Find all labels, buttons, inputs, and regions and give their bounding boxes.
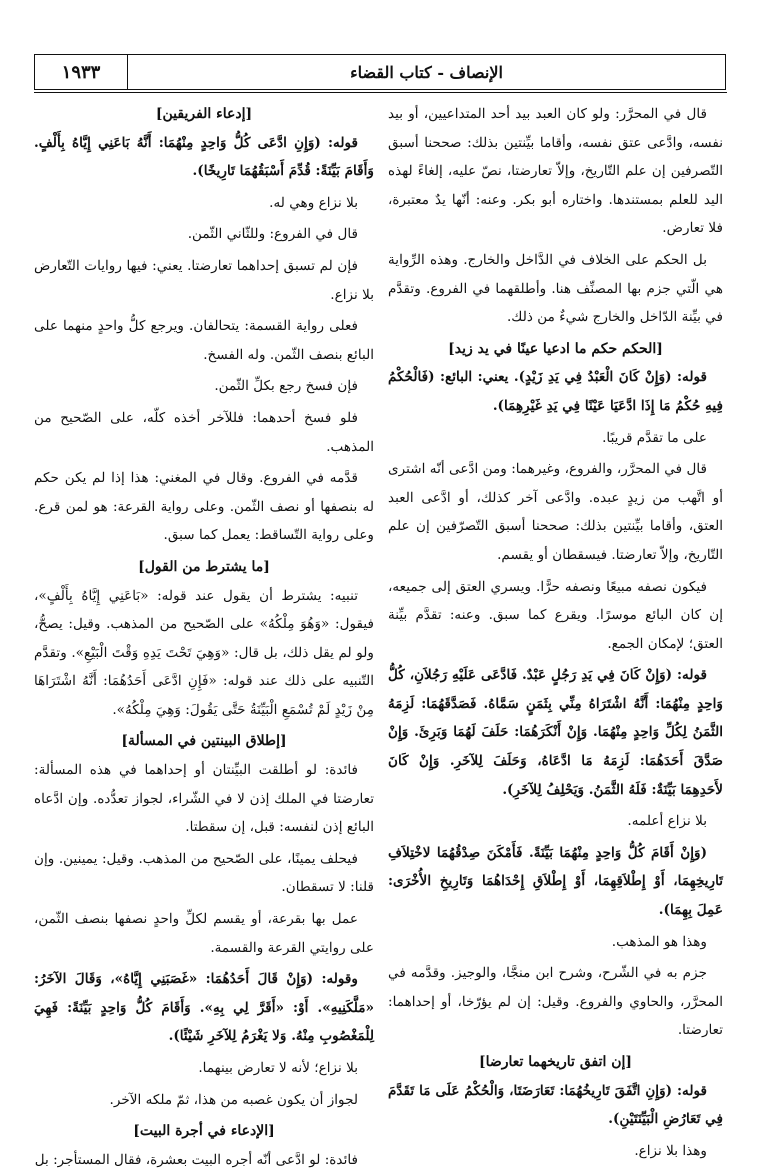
commentary-paragraph: لجواز أن يكون غصبه من هذا، ثمّ ملكه الآخر. [109, 1091, 358, 1108]
commentary-paragraph: جزم به في الشّرح، وشرح ابن منجَّا، والوجيز. وقدَّمه في المحرَّر، والحاوي والفروع. وقيل: إن لم يؤرّخا، أو إحداهما: تعارضتا. [388, 965, 723, 1039]
commentary-paragraph: فإن فسخ رجع بكلِّ الثّمن. [214, 378, 358, 395]
quoted-matn-paragraph: وقوله: (وَإِنْ قَالَ أَحَدُهُمَا: «غَصَبَنِي إِيَّاهُ»، وَقَالَ الآخَرُ: «مَلَّكَنِيهِ». أَوْ: «أَقَرَّ لِي بِهِ». وَأَقَامَ كُلُّ وَاحِدٍ بَيِّنَةً: فَهِيَ لِلْمَغْصُوبِ مِنْهُ. وَلا يَغْرَمُ لِلآخَرِ شَيْئًا). [34, 971, 374, 1045]
commentary-paragraph: بلا نزاع وهي له. [269, 194, 358, 211]
commentary-paragraph: وهذا هو المذهب. [611, 933, 707, 950]
quoted-matn-paragraph: قوله: (وَإِنْ كَانَ الْعَبْدُ فِي يَدِ زَيْدٍ). يعني: البائع: (فَالْحُكْمُ فِيهِ حُكْمُ مَا إِذَا ادَّعَيَا عَيْنًا فِي يَدِ غَيْرِهِمَا). [388, 369, 723, 414]
commentary-paragraph: تنبيه: يشترط أن يقول عند قوله: «بَاعَنِي إِيَّاهُ بِأَلْفٍ»، فيقول: «وَهُوَ مِلْكُهُ» على الصّحيح من المذهب. وقيل: يصحُّ، ولو لم يقل ذلك، بل قال: «وَهِيَ تَحْتَ يَدِهِ وَقْتَ الْبَيْعِ». وتقدَّم التّنبيه على ذلك عند قوله: «فَإِنِ ادَّعَى أَحَدُهُمَا: أَنَّهُ اشْتَرَاهَا مِنْ زَيْدٍ لَمْ تُسْمَعِ الْبَيِّنَةُ حَتَّى يَقُولَ: وَهِيَ مِلْكُهُ». [34, 587, 374, 718]
section-heading: [إطلاق البينتين في المسألة] [121, 733, 287, 750]
commentary-paragraph: فإن لم تسبق إحداهما تعارضتا. يعني: فيها روايات التّعارض بلا نزاع. [34, 257, 374, 303]
quoted-matn-paragraph: قوله: (وَإِنِ ادَّعَى كُلُّ وَاحِدٍ مِنْهُمَا: أَنَّهُ بَاعَنِي إِيَّاهُ بِأَلْفٍ. وَأَقَامَ بَيِّنَةً: قُدِّمَ أَسْبَقُهُمَا تَارِيخًا). [34, 134, 374, 180]
commentary-paragraph: قدَّمه في الفروع. وقال في المغني: هذا إذا لم يكن حكم له بنصفها أو نصف الثّمن. وعلى رواية القرعة: هو لمن قرع. وعلى رواية التّساقط: يعمل كما سبق. [34, 470, 374, 544]
commentary-paragraph: بل الحكم على الخلاف في الدَّاخل والخارج. وهذه الرِّواية هي الّتي جزم بها المصنِّف هنا. وأطلقهما في الفروع. وتقدَّم في بيِّنة الدّاخل والخارج شيءٌ من ذلك. [388, 251, 723, 326]
commentary-paragraph: قال في المحرَّر: ولو كان العبد بيد أحد المتداعيين، أو بيد نفسه، وادَّعى عتق نفسه، وأقاما بيِّنتين بذلك: صححنا أسبق التّصرفين إن علم التّاريخ، وإلاّ تعارضتا، نصّ عليه، إلغاءً لهذه اليد للعلم بمستندها. واختاره أبو بكر. وعنه: أنّها يدٌ معتبرة، فلا تعارض. [388, 106, 723, 237]
commentary-paragraph: وهذا بلا نزاع. [634, 1142, 707, 1159]
section-heading: [إدعاء الفريقين] [155, 106, 253, 122]
commentary-paragraph: بلا نزاع؛ لأنه لا تعارض بينهما. [198, 1060, 358, 1076]
running-header-title: الإنصاف - كتاب القضاء [350, 62, 503, 82]
commentary-paragraph: فائدة: لو ادَّعى أنّه أجره البيت بعشرة، فقال المستأجر: بل [34, 1151, 358, 1168]
header-rule [34, 92, 727, 93]
commentary-paragraph: فيحلف يمينًا، على الصّحيح من المذهب. وقيل: يمينين. وإن قلنا: لا تسقطان. [34, 850, 374, 896]
quoted-matn-paragraph: (وَإِنْ أَقَامَ كُلُّ وَاحِدٍ مِنْهُمَا بَيِّنَةً. فَأَمْكَنَ صِدْقُهُمَا لاخْتِلاَفِ تَارِيخِهِمَا، أَوْ إِطْلاَقِهِمَا، أَوْ إِطْلاَقِ إِحْدَاهُمَا وَتَارِيخِ الأُخْرَى: عَمِلَ بِهِمَا). [388, 844, 723, 919]
commentary-paragraph: فيكون نصفه مبيعًا ونصفه حرًّا. ويسري العتق إلى جميعه، إن كان البائع موسرًا. ويقرع كما سبق. وعنه: تقدَّم بيِّنة العتق؛ لإمكان الجمع. [388, 578, 723, 652]
section-heading: [الحكم حكم ما ادعيا عينًا في يد زيد] [448, 340, 663, 357]
commentary-paragraph: فلو فسخ أحدهما: فللآخر أخذه كلّه، على الصّحيح من المذهب. [34, 409, 374, 455]
section-heading: [الإدعاء في أجرة البيت] [133, 1123, 275, 1140]
commentary-paragraph: قال في الفروع: وللثّاني الثّمن. [187, 226, 358, 243]
page-number: ١٩٣٣ [35, 55, 128, 89]
section-heading: [إن اتفق تاريخهما تعارضا] [478, 1054, 633, 1070]
commentary-paragraph: فعلى رواية القسمة: يتحالفان. ويرجع كلُّ واحدٍ منهما على البائع بنصف الثّمن. وله الفسخ. [34, 318, 374, 363]
running-header [34, 54, 726, 90]
commentary-paragraph: عمل بها بقرعة، أو يقسم لكلِّ واحدٍ نصفها بنصف الثّمن، على روايتي القرعة والقسمة. [34, 911, 374, 956]
right-column [388, 100, 723, 1159]
commentary-paragraph: فائدة: لو أطلقت البيِّنتان أو إحداهما في هذه المسألة: تعارضتا في الملك إذن لا في الشّراء، لجواز تعدُّده. وإن ادَّعاه البائع إذن لنفسه: قبل، إن سقطتا. [34, 762, 374, 836]
commentary-paragraph: قال في المحرَّر، والفروع، وغيرهما: ومن ادَّعى أنّه اشترى أو اتَّهب من زيدٍ عبده. وادَّعى آخر كذلك، أو ادَّعى العبد العتق، وأقاما بيِّنتين بذلك: صححنا أسبق التّصرّفين إن علم التّاريخ، وإلاّ تعارضتا. فيسقطان أو يقسم. [388, 461, 723, 563]
left-column [34, 100, 374, 1168]
commentary-paragraph: بلا نزاع أعلمه. [627, 813, 707, 830]
commentary-paragraph: على ما تقدَّم قريبًا. [602, 429, 707, 446]
section-heading: [ما يشترط من القول] [138, 558, 270, 575]
quoted-matn-paragraph: قوله: (وَإِنِ اتَّفَقَ تَارِيخُهُمَا: تَعَارَضَتَا، وَالْحُكْمُ عَلَى مَا تَقَدَّمَ فِي تَعَارُضِ الْبَيِّنَتَيْنِ). [388, 1082, 723, 1128]
quoted-matn-paragraph: قوله: (وَإِنْ كَانَ فِي يَدِ رَجُلٍ عَبْدٌ. فَادَّعَى عَلَيْهِ رَجُلاَنِ، كُلُّ وَاحِدٍ مِنْهُمَا: أَنَّهُ اشْتَرَاهُ مِنِّي بِثَمَنٍ سَمَّاهُ. فَصَدَّقَهُمَا: لَزِمَهُ الثَّمَنُ لِكُلِّ وَاحِدٍ مِنْهُمَا. وَإِنْ أَنْكَرَهُمَا: حَلَفَ لَهُمَا وَبَرِئَ. وَإِنْ صَدَّقَ أَحَدَهُمَا: لَزِمَهُ مَا ادَّعَاهُ، وَحَلَفَ لِلآخَرِ. وَإِنْ كَانَ لأَحَدِهِمَا بَيِّنَةٌ: فَلَهُ الثَّمَنُ. وَيَحْلِفُ لِلآخَرِ). [388, 667, 723, 798]
